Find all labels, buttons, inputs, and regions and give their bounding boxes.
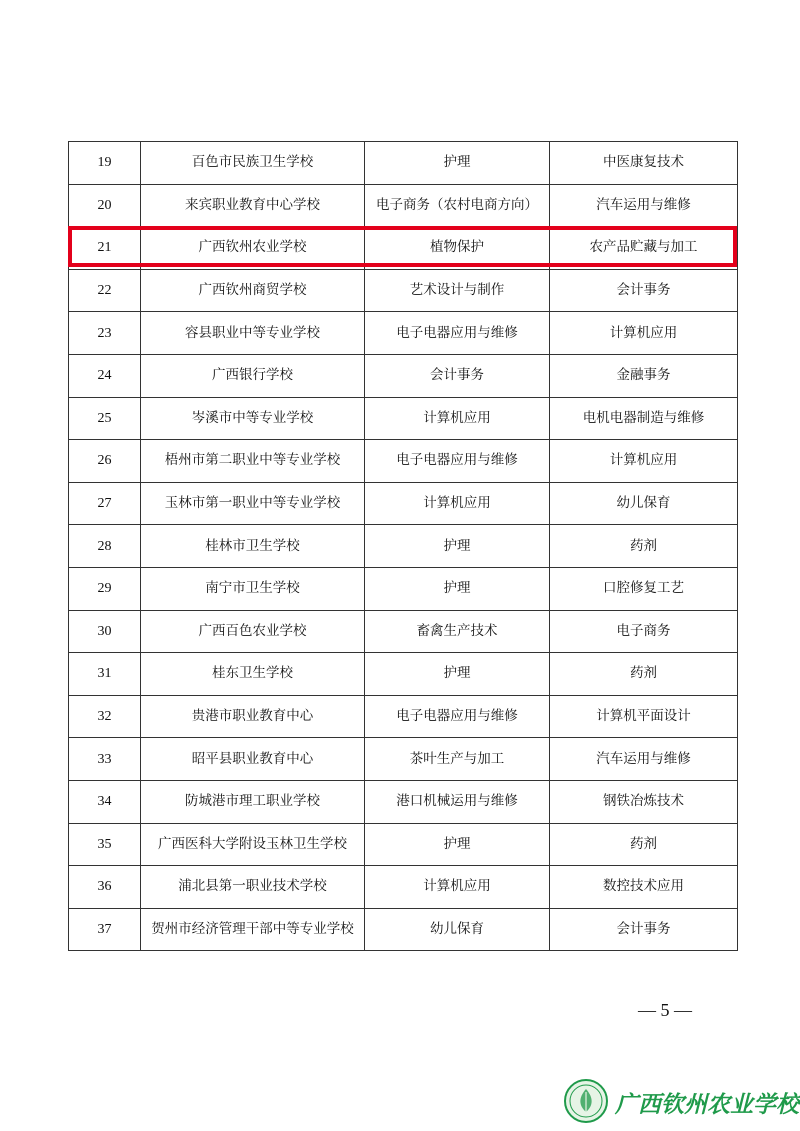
cell-major-1: 畜禽生产技术 bbox=[365, 610, 550, 653]
cell-number: 33 bbox=[69, 738, 141, 781]
cell-number: 30 bbox=[69, 610, 141, 653]
table-body bbox=[69, 142, 738, 951]
cell-major-1: 护理 bbox=[365, 525, 550, 568]
cell-number: 32 bbox=[69, 695, 141, 738]
table-row bbox=[69, 312, 738, 355]
cell-school: 广西医科大学附设玉林卫生学校 bbox=[141, 823, 365, 866]
table-row bbox=[69, 780, 738, 823]
cell-major-1: 会计事务 bbox=[365, 354, 550, 397]
cell-major-2: 药剂 bbox=[550, 525, 738, 568]
cell-major-2: 数控技术应用 bbox=[550, 866, 738, 909]
cell-major-2: 计算机平面设计 bbox=[550, 695, 738, 738]
cell-number: 34 bbox=[69, 780, 141, 823]
cell-school: 桂东卫生学校 bbox=[141, 653, 365, 696]
table-row bbox=[69, 738, 738, 781]
cell-major-2: 会计事务 bbox=[550, 908, 738, 951]
cell-major-1: 茶叶生产与加工 bbox=[365, 738, 550, 781]
cell-number: 25 bbox=[69, 397, 141, 440]
cell-school: 岑溪市中等专业学校 bbox=[141, 397, 365, 440]
cell-major-2: 中医康复技术 bbox=[550, 142, 738, 185]
table-row bbox=[69, 397, 738, 440]
cell-major-1: 护理 bbox=[365, 823, 550, 866]
cell-school: 百色市民族卫生学校 bbox=[141, 142, 365, 185]
cell-major-1: 计算机应用 bbox=[365, 866, 550, 909]
cell-number: 27 bbox=[69, 482, 141, 525]
cell-school: 玉林市第一职业中等专业学校 bbox=[141, 482, 365, 525]
school-major-table bbox=[68, 141, 738, 951]
cell-number: 23 bbox=[69, 312, 141, 355]
table-row bbox=[69, 610, 738, 653]
cell-major-2: 钢铁冶炼技术 bbox=[550, 780, 738, 823]
cell-major-1: 电子电器应用与维修 bbox=[365, 312, 550, 355]
cell-major-2: 药剂 bbox=[550, 823, 738, 866]
cell-major-1: 计算机应用 bbox=[365, 397, 550, 440]
cell-major-2: 汽车运用与维修 bbox=[550, 184, 738, 227]
cell-major-2: 农产品贮藏与加工 bbox=[550, 227, 738, 270]
cell-major-2: 会计事务 bbox=[550, 269, 738, 312]
cell-major-1: 幼儿保育 bbox=[365, 908, 550, 951]
cell-school: 桂林市卫生学校 bbox=[141, 525, 365, 568]
cell-major-1: 植物保护 bbox=[365, 227, 550, 270]
cell-major-2: 汽车运用与维修 bbox=[550, 738, 738, 781]
cell-major-2: 电机电器制造与维修 bbox=[550, 397, 738, 440]
cell-number: 28 bbox=[69, 525, 141, 568]
cell-major-2: 药剂 bbox=[550, 653, 738, 696]
cell-school: 广西钦州商贸学校 bbox=[141, 269, 365, 312]
cell-school: 来宾职业教育中心学校 bbox=[141, 184, 365, 227]
cell-major-1: 电子电器应用与维修 bbox=[365, 695, 550, 738]
cell-number: 22 bbox=[69, 269, 141, 312]
cell-school: 浦北县第一职业技术学校 bbox=[141, 866, 365, 909]
cell-major-1: 艺术设计与制作 bbox=[365, 269, 550, 312]
cell-school: 广西钦州农业学校 bbox=[141, 227, 365, 270]
table-row bbox=[69, 525, 738, 568]
cell-number: 29 bbox=[69, 567, 141, 610]
cell-major-2: 电子商务 bbox=[550, 610, 738, 653]
cell-number: 35 bbox=[69, 823, 141, 866]
cell-school: 广西银行学校 bbox=[141, 354, 365, 397]
cell-number: 36 bbox=[69, 866, 141, 909]
cell-school: 南宁市卫生学校 bbox=[141, 567, 365, 610]
cell-major-2: 计算机应用 bbox=[550, 312, 738, 355]
cell-major-1: 电子电器应用与维修 bbox=[365, 440, 550, 483]
table-row bbox=[69, 142, 738, 185]
cell-school: 容县职业中等专业学校 bbox=[141, 312, 365, 355]
cell-number: 26 bbox=[69, 440, 141, 483]
table-row bbox=[69, 908, 738, 951]
cell-major-2: 口腔修复工艺 bbox=[550, 567, 738, 610]
cell-major-1: 护理 bbox=[365, 567, 550, 610]
table-row bbox=[69, 653, 738, 696]
cell-number: 31 bbox=[69, 653, 141, 696]
cell-school: 防城港市理工职业学校 bbox=[141, 780, 365, 823]
school-emblem-icon bbox=[563, 1078, 609, 1124]
table-row bbox=[69, 269, 738, 312]
table-row bbox=[69, 440, 738, 483]
cell-major-1: 护理 bbox=[365, 653, 550, 696]
cell-number: 19 bbox=[69, 142, 141, 185]
table-row bbox=[69, 866, 738, 909]
cell-major-2: 计算机应用 bbox=[550, 440, 738, 483]
cell-school: 贺州市经济管理干部中等专业学校 bbox=[141, 908, 365, 951]
table-row bbox=[69, 354, 738, 397]
cell-school: 昭平县职业教育中心 bbox=[141, 738, 365, 781]
watermark-school-name: 广西钦州农业学校 bbox=[615, 1092, 799, 1118]
cell-school: 贵港市职业教育中心 bbox=[141, 695, 365, 738]
table-row bbox=[69, 227, 738, 270]
table-row bbox=[69, 567, 738, 610]
cell-number: 21 bbox=[69, 227, 141, 270]
cell-number: 24 bbox=[69, 354, 141, 397]
cell-major-1: 电子商务（农村电商方向） bbox=[365, 184, 550, 227]
cell-number: 20 bbox=[69, 184, 141, 227]
cell-major-2: 幼儿保育 bbox=[550, 482, 738, 525]
table-row bbox=[69, 184, 738, 227]
watermark bbox=[563, 1078, 799, 1124]
cell-number: 37 bbox=[69, 908, 141, 951]
cell-major-1: 护理 bbox=[365, 142, 550, 185]
cell-major-2: 金融事务 bbox=[550, 354, 738, 397]
cell-school: 梧州市第二职业中等专业学校 bbox=[141, 440, 365, 483]
cell-major-1: 港口机械运用与维修 bbox=[365, 780, 550, 823]
table-row bbox=[69, 482, 738, 525]
table-row bbox=[69, 695, 738, 738]
table-row bbox=[69, 823, 738, 866]
cell-major-1: 计算机应用 bbox=[365, 482, 550, 525]
cell-school: 广西百色农业学校 bbox=[141, 610, 365, 653]
page-number: — 5 — bbox=[638, 1000, 692, 1020]
